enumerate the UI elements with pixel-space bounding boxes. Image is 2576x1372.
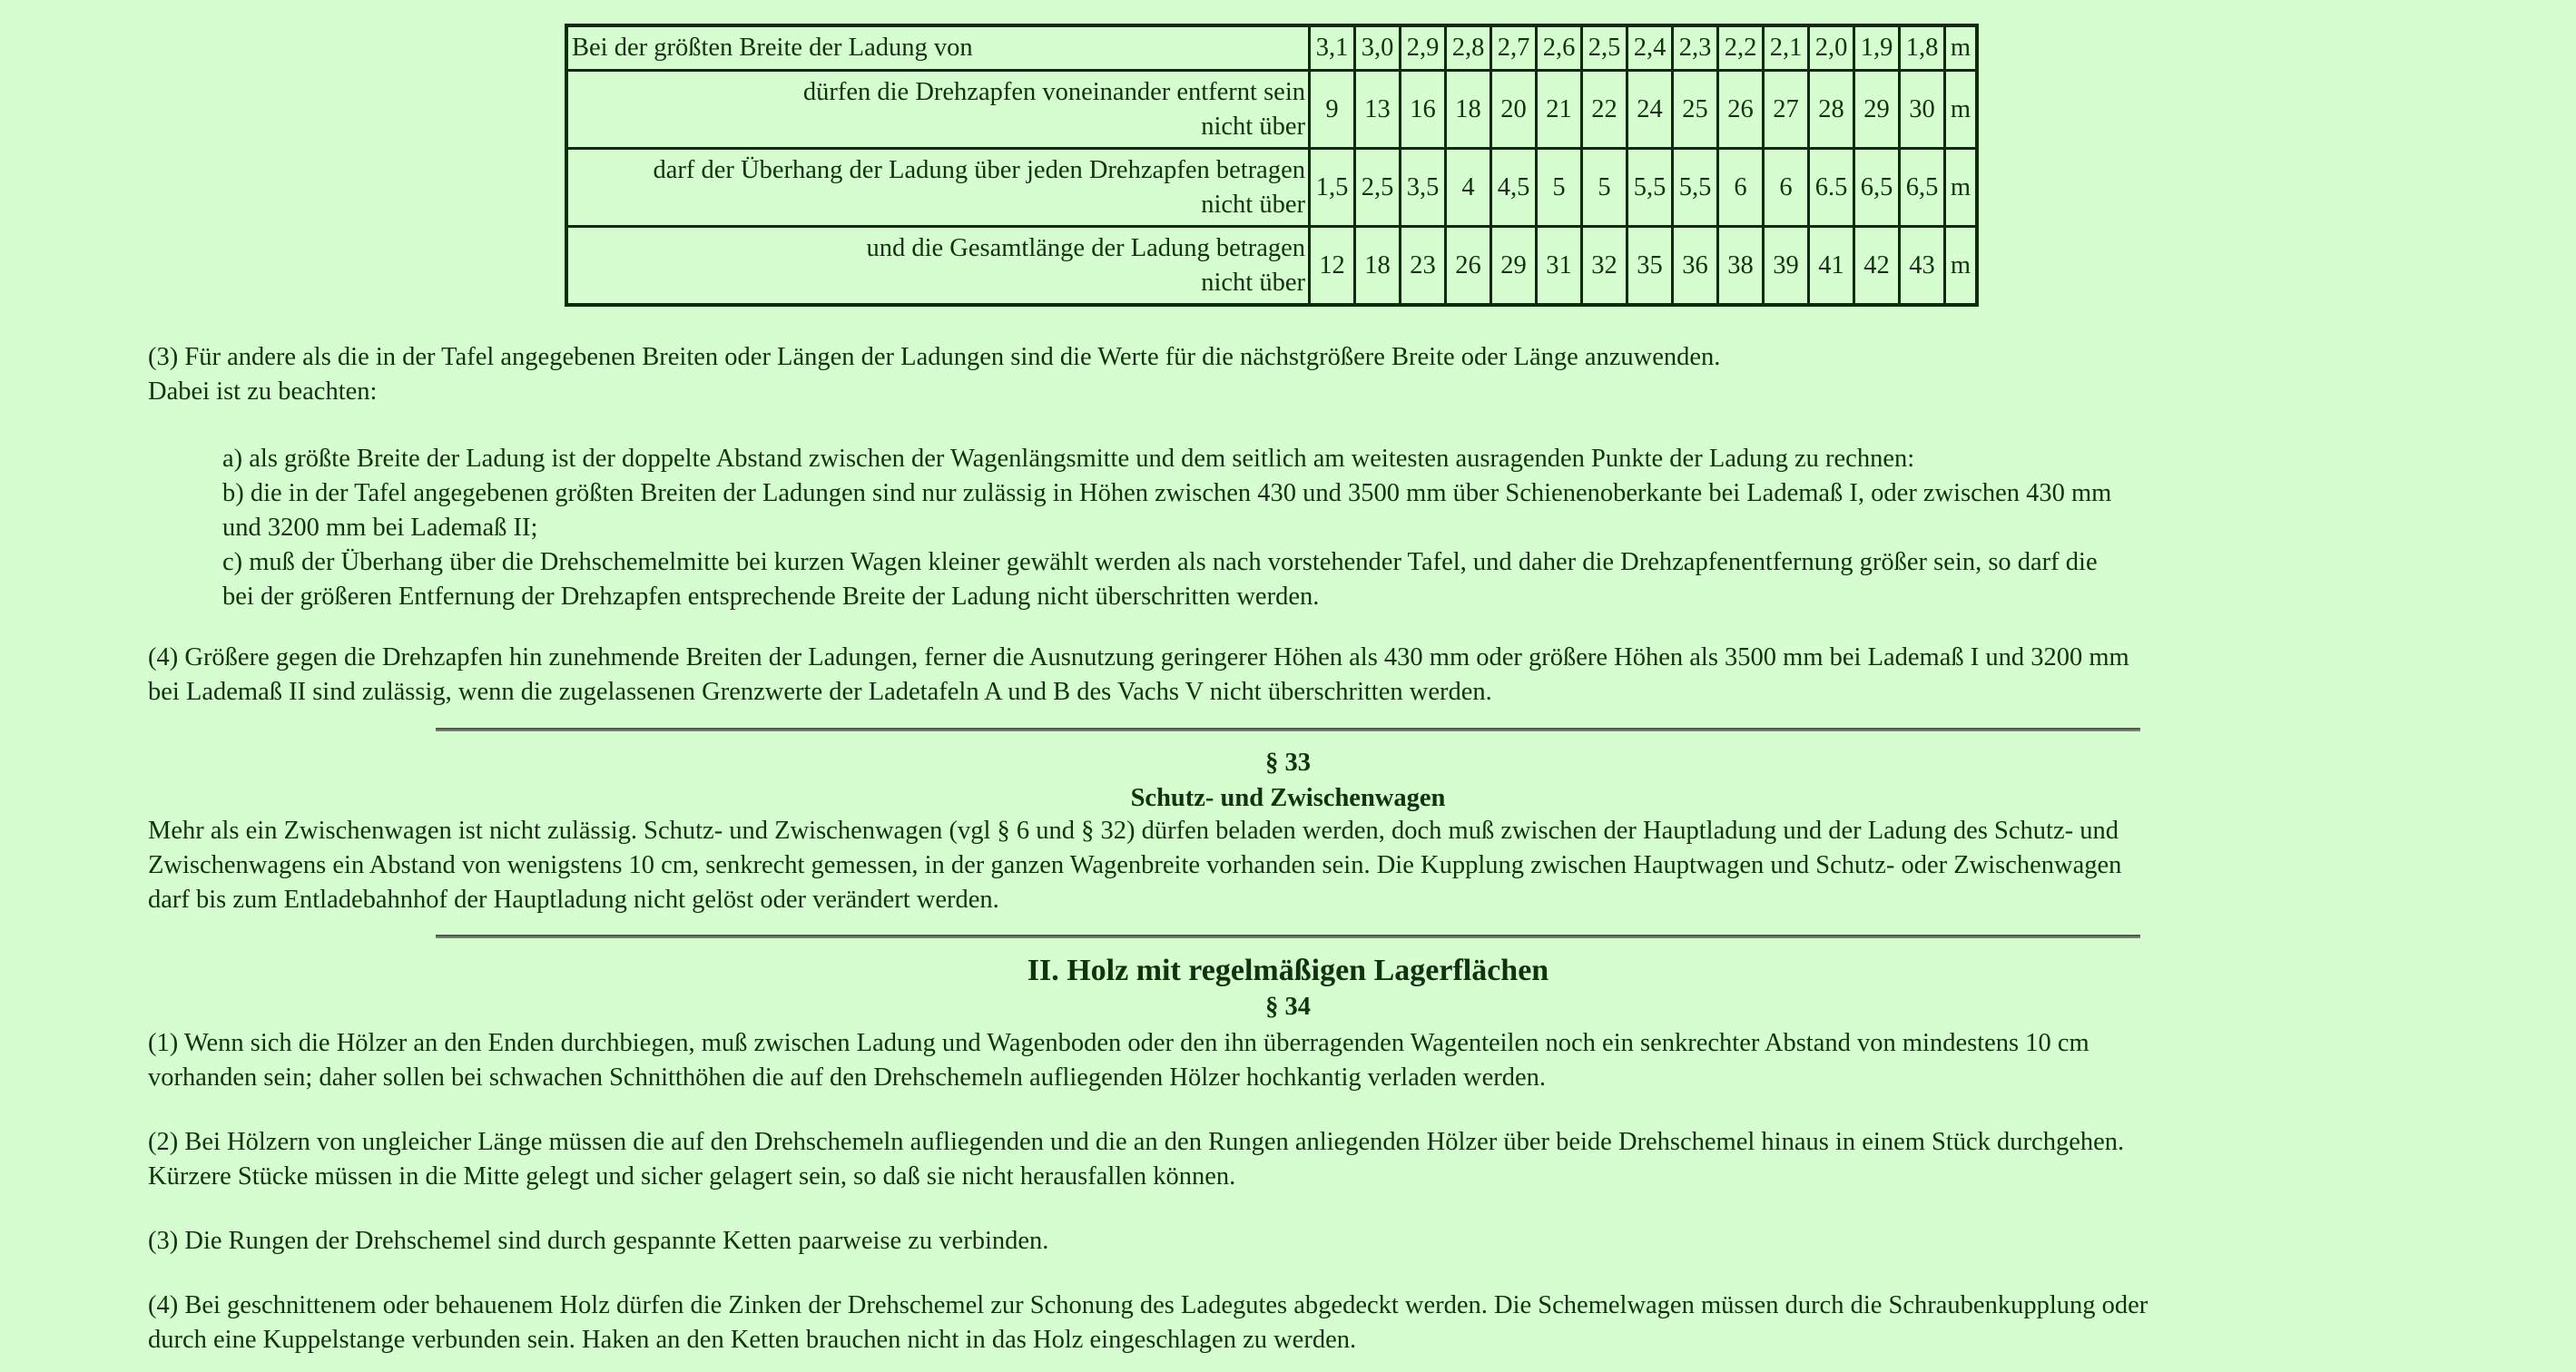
width-cell: 3,1 (1310, 25, 1355, 71)
value-cell: 21 (1537, 71, 1582, 149)
value-cell: 42 (1854, 227, 1900, 306)
value-cell: 6 (1718, 149, 1764, 227)
row-label-line: nicht über (1201, 268, 1305, 297)
value-cell: 31 (1537, 227, 1582, 306)
value-cell: 13 (1355, 71, 1401, 149)
width-cell: 2,8 (1446, 25, 1491, 71)
value-cell: 9 (1310, 71, 1355, 149)
value-cell: 16 (1401, 71, 1446, 149)
paragraph-33 (148, 814, 2408, 917)
row-label-line: dürfen die Drehzapfen voneinander entfernt sein (802, 77, 1305, 106)
row-label-line: und die Gesamtlänge der Ladung betragen (866, 233, 1305, 262)
value-cell: 35 (1627, 227, 1673, 306)
paragraph-32-4 (148, 641, 2390, 710)
value-cell: 3,5 (1401, 149, 1446, 227)
loading-table (565, 24, 1979, 307)
section-divider (436, 728, 2140, 731)
value-cell: 18 (1446, 71, 1491, 149)
paragraph-line: (4) Größere gegen die Drehzapfen hin zunehmende Breiten der Ladungen, ferner die Ausnutzung geringerer Höhen als 430 mm oder größere Höhen als 3500 mm bei Lademaß I und 3200 mm (148, 643, 2129, 671)
value-cell: 23 (1401, 227, 1446, 306)
section-34-number: § 34 (1265, 993, 1311, 1021)
value-cell: 39 (1764, 227, 1809, 306)
list-item-c: c) muß der Überhang über die Drehschemelmitte bei kurzen Wagen kleiner gewählt werden als nach vorstehender Tafel, und daher die Drehzapfenentfernung größer sein, so darf die (222, 548, 2098, 576)
row-label-line: nicht über (1201, 190, 1305, 219)
width-cell: 2,5 (1582, 25, 1627, 71)
width-cell: 2,6 (1537, 25, 1582, 71)
list-item-c-cont: bei der größeren Entfernung der Drehzapfen entsprechende Breite der Ladung nicht überschritten werden. (222, 583, 1320, 611)
section-33-title: Schutz- und Zwischenwagen (1130, 784, 1446, 812)
width-cell: 2,4 (1627, 25, 1673, 71)
considerations-list (222, 442, 2346, 614)
value-cell: 30 (1900, 71, 1945, 149)
value-cell: 32 (1582, 227, 1627, 306)
width-cell: 1,9 (1854, 25, 1900, 71)
table-row (566, 71, 1977, 149)
width-cell: 2,2 (1718, 25, 1764, 71)
paragraph-34-2 (148, 1125, 2390, 1194)
paragraph-line: (1) Wenn sich die Hölzer an den Enden durchbiegen, muß zwischen Ladung und Wagenboden oder den ihn überragenden Wagenteilen noch ein senkrechter Abstand von mindestens 10 cm (148, 1029, 2089, 1057)
list-item-b-cont: und 3200 mm bei Lademaß II; (222, 514, 538, 542)
value-cell: 4,5 (1491, 149, 1537, 227)
row-label-line: darf der Überhang der Ladung über jeden Drehzapfen betragen (653, 155, 1305, 184)
paragraph-32-3 (148, 340, 1720, 409)
value-cell: 29 (1491, 227, 1537, 306)
value-cell: 36 (1673, 227, 1718, 306)
value-cell: 6 (1764, 149, 1809, 227)
width-cell: 2,1 (1764, 25, 1809, 71)
value-cell: 41 (1809, 227, 1854, 306)
paragraph-34-1 (148, 1026, 2363, 1095)
paragraph-line: (3) Die Rungen der Drehschemel sind durch gespannte Ketten paarweise zu verbinden. (148, 1227, 1049, 1255)
row-label (566, 227, 1310, 306)
paragraph-34-4 (148, 1289, 2426, 1357)
value-cell: 25 (1673, 71, 1718, 149)
row-label (566, 149, 1310, 227)
value-cell: 5 (1537, 149, 1582, 227)
value-cell: 20 (1491, 71, 1537, 149)
paragraph-line: (2) Bei Hölzern von ungleicher Länge müssen die auf den Drehschemeln aufliegenden und die an den Rungen anliegenden Hölzer über beide Drehschemel hinaus in einem Stück durchgehen. (148, 1128, 2125, 1156)
unit-cell: m (1945, 71, 1978, 149)
value-cell: 43 (1900, 227, 1945, 306)
value-cell: 5,5 (1673, 149, 1718, 227)
width-cell: 2,7 (1491, 25, 1537, 71)
paragraph-line: vorhanden sein; daher sollen bei schwachen Schnitthöhen die auf den Drehschemeln aufliegenden Hölzer hochkantig verladen werden. (148, 1063, 1547, 1092)
paragraph-line: bei Lademaß II sind zulässig, wenn die zugelassenen Grenzwerte der Ladetafeln A und B des Vachs V nicht überschritten werden. (148, 678, 1492, 706)
width-cell: 1,8 (1900, 25, 1945, 71)
value-cell: 38 (1718, 227, 1764, 306)
chapter-divider (436, 935, 2140, 938)
paragraph-34-3 (148, 1224, 1048, 1259)
list-item-b: b) die in der Tafel angegebenen größten Breiten der Ladungen sind nur zulässig in Höhen zwischen 430 und 3500 mm über Schienenoberkante bei Lademaß I, oder zwischen 430 mm (222, 479, 2112, 507)
paragraph-line: (4) Bei geschnittenem oder behauenem Holz dürfen die Zinken der Drehschemel zur Schonung des Ladegutes abgedeckt werden. Die Schemelwagen müssen durch die Schraubenkupplung oder (148, 1291, 2148, 1319)
unit-cell: m (1945, 227, 1978, 306)
table-row (566, 227, 1977, 306)
width-cell: 2,9 (1401, 25, 1446, 71)
width-cell: 2,3 (1673, 25, 1718, 71)
value-cell: 28 (1809, 71, 1854, 149)
value-cell: 6.5 (1809, 149, 1854, 227)
unit-cell: m (1945, 149, 1978, 227)
value-cell: 22 (1582, 71, 1627, 149)
value-cell: 1,5 (1310, 149, 1355, 227)
paragraph-line: Dabei ist zu beachten: (148, 377, 378, 406)
value-cell: 4 (1446, 149, 1491, 227)
value-cell: 12 (1310, 227, 1355, 306)
section-33-number: § 33 (1265, 749, 1311, 777)
width-cell: 2,0 (1809, 25, 1854, 71)
paragraph-line: Mehr als ein Zwischenwagen ist nicht zulässig. Schutz- und Zwischenwagen (vgl § 6 und § 32) dürfen beladen werden, doch muß zwischen der Hauptladung und der Ladung des Schutz- und (148, 817, 2119, 845)
value-cell: 5 (1582, 149, 1627, 227)
table-header-label: Bei der größten Breite der Ladung von (566, 25, 1310, 71)
paragraph-line: (3) Für andere als die in der Tafel angegebenen Breiten oder Längen der Ladungen sind die Werte für die nächstgrößere Breite oder Länge anzuwenden. (148, 343, 1721, 371)
value-cell: 5,5 (1627, 149, 1673, 227)
paragraph-line: durch eine Kuppelstange verbunden sein. Haken an den Ketten brauchen nicht in das Holz eingeschlagen zu werden. (148, 1326, 1357, 1354)
width-cell: 3,0 (1355, 25, 1401, 71)
value-cell: 18 (1355, 227, 1401, 306)
paragraph-line: darf bis zum Entladebahnhof der Hauptladung nicht gelöst oder verändert werden. (148, 886, 999, 914)
value-cell: 26 (1446, 227, 1491, 306)
value-cell: 24 (1627, 71, 1673, 149)
table-header-row (566, 25, 1977, 71)
paragraph-line: Kürzere Stücke müssen in die Mitte gelegt und sicher gelagert sein, so daß sie nicht herausfallen können. (148, 1162, 1236, 1191)
chapter-title: II. Holz mit regelmäßigen Lagerflächen (1027, 954, 1549, 987)
row-label-line: nicht über (1201, 112, 1305, 141)
value-cell: 6,5 (1900, 149, 1945, 227)
paragraph-line: Zwischenwagens ein Abstand von wenigstens 10 cm, senkrecht gemessen, in der ganzen Wagenbreite vorhanden sein. Die Kupplung zwischen Hauptwagen und Schutz- oder Zwischenwagen (148, 851, 2122, 879)
table-row (566, 149, 1977, 227)
value-cell: 26 (1718, 71, 1764, 149)
value-cell: 29 (1854, 71, 1900, 149)
value-cell: 27 (1764, 71, 1809, 149)
value-cell: 2,5 (1355, 149, 1401, 227)
list-item-a: a) als größte Breite der Ladung ist der doppelte Abstand zwischen der Wagenlängsmitte und dem seitlich am weitesten ausragenden Punkte der Ladung zu rechnen: (222, 445, 1915, 473)
row-label (566, 71, 1310, 149)
value-cell: 6,5 (1854, 149, 1900, 227)
unit-cell: m (1945, 25, 1978, 71)
